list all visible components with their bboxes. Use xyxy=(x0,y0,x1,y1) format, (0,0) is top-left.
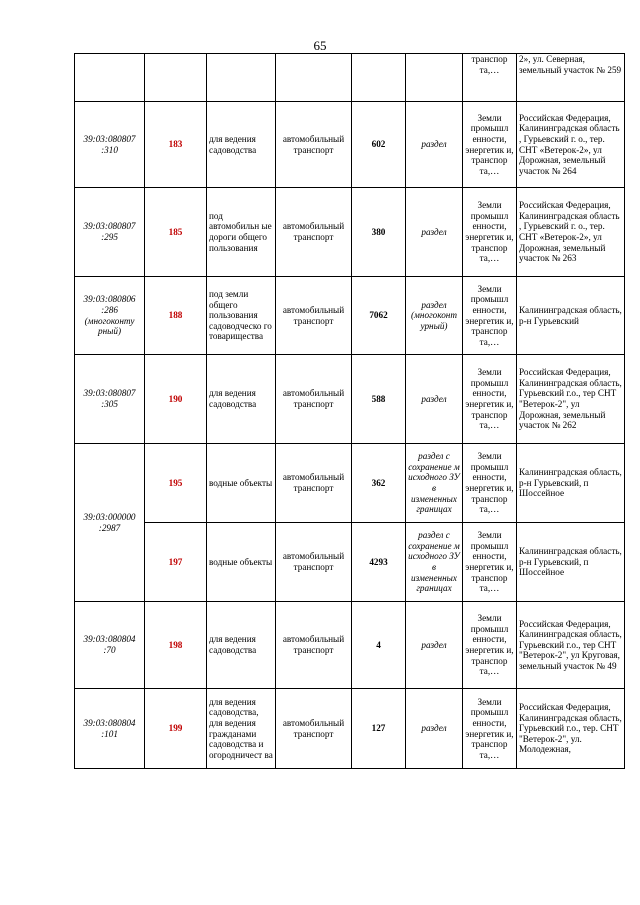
land-category-cell: Земли промышл енности, энергетик и, транспор та,… xyxy=(463,689,517,769)
area-cell: 4 xyxy=(352,602,406,689)
land-parcel-table xyxy=(74,53,625,769)
area-cell: 4293 xyxy=(352,523,406,602)
land-category-cell: Земли промышл енности, энергетик и, транспор та,… xyxy=(463,523,517,602)
table-row xyxy=(75,355,625,444)
parcel-number-cell xyxy=(145,54,207,102)
cadastral-number-cell: 39:03:080804 :70 xyxy=(75,602,145,689)
cadastral-number-cell: 39:03:080806 :286 (многоконту рный) xyxy=(75,277,145,355)
permitted-use-cell: под автомобильн ые дороги общего пользования xyxy=(207,188,276,277)
zone-cell: автомобильный транспорт xyxy=(276,689,352,769)
permitted-use-cell: для ведения садоводства xyxy=(207,102,276,188)
table-row xyxy=(75,277,625,355)
page-number: 65 xyxy=(313,38,327,53)
parcel-number-cell: 183 xyxy=(145,102,207,188)
parcel-number-cell: 195 xyxy=(145,444,207,523)
cadastral-number-cell: 39:03:080807 :305 xyxy=(75,355,145,444)
zone-cell: автомобильный транспорт xyxy=(276,277,352,355)
parcel-number-cell: 190 xyxy=(145,355,207,444)
land-category-cell: Земли промышл енности, энергетик и, транспор та,… xyxy=(463,602,517,689)
table-row xyxy=(75,444,625,523)
permitted-use-cell: водные объекты xyxy=(207,523,276,602)
address-cell: Российская Федерация, Калининградская область, Гурьевский г.о., тер СНТ "Ветерок-2", ул Круговая, земельный участок № 49 xyxy=(517,602,625,689)
land-category-cell: Земли промышл енности, энергетик и, транспор та,… xyxy=(463,355,517,444)
land-category-cell: Земли промышл енности, энергетик и, транспор та,… xyxy=(463,102,517,188)
area-cell: 588 xyxy=(352,355,406,444)
cadastral-number-cell: 39:03:000000 :2987 xyxy=(75,444,145,602)
address-cell: 2», ул. Северная, земельный участок № 259 xyxy=(517,54,625,102)
zone-cell: автомобильный транспорт xyxy=(276,188,352,277)
action-cell: раздел xyxy=(406,355,463,444)
action-cell: раздел с сохранение м исходного ЗУ в измененных границах xyxy=(406,523,463,602)
permitted-use-cell: для ведения садоводства, для ведения гражданами садоводства и огородничест ва xyxy=(207,689,276,769)
area-cell: 362 xyxy=(352,444,406,523)
table-row xyxy=(75,188,625,277)
parcel-number-cell: 197 xyxy=(145,523,207,602)
action-cell: раздел с сохранение м исходного ЗУ в измененных границах xyxy=(406,444,463,523)
land-category-cell: Земли промышл енности, энергетик и, транспор та,… xyxy=(463,188,517,277)
action-cell: раздел xyxy=(406,188,463,277)
address-cell: Российская Федерация, Калининградская область , Гурьевский г. о., тер. СНТ «Ветерок-2», ул Дорожная, земельный участок № 263 xyxy=(517,188,625,277)
action-cell: раздел xyxy=(406,602,463,689)
table-row xyxy=(75,102,625,188)
cadastral-number-cell xyxy=(75,54,145,102)
land-category-cell: транспор та,… xyxy=(463,54,517,102)
cadastral-number-cell: 39:03:080804 :101 xyxy=(75,689,145,769)
area-cell xyxy=(352,54,406,102)
action-cell: раздел xyxy=(406,689,463,769)
zone-cell: автомобильный транспорт xyxy=(276,602,352,689)
cadastral-number-cell: 39:03:080807 :295 xyxy=(75,188,145,277)
area-cell: 127 xyxy=(352,689,406,769)
action-cell: раздел xyxy=(406,102,463,188)
zone-cell: автомобильный транспорт xyxy=(276,355,352,444)
permitted-use-cell: для ведения садоводства xyxy=(207,602,276,689)
address-cell: Российская Федерация, Калининградская область , Гурьевский г. о., тер. СНТ «Ветерок-2», ул Дорожная, земельный участок № 264 xyxy=(517,102,625,188)
address-cell: Калининградская область, р-н Гурьевский, п Шоссейное xyxy=(517,523,625,602)
zone-cell xyxy=(276,54,352,102)
zone-cell: автомобильный транспорт xyxy=(276,102,352,188)
parcel-number-cell: 198 xyxy=(145,602,207,689)
permitted-use-cell: под земли общего пользования садоводческо го товарищества xyxy=(207,277,276,355)
parcel-number-cell: 185 xyxy=(145,188,207,277)
permitted-use-cell: для ведения садоводства xyxy=(207,355,276,444)
zone-cell: автомобильный транспорт xyxy=(276,523,352,602)
parcel-number-cell: 199 xyxy=(145,689,207,769)
address-cell: Российская Федерация, Калининградская область, Гурьевский г.о., тер СНТ "Ветерок-2", ул Дорожная, земельный участок № 262 xyxy=(517,355,625,444)
parcel-number-cell: 188 xyxy=(145,277,207,355)
area-cell: 380 xyxy=(352,188,406,277)
permitted-use-cell xyxy=(207,54,276,102)
table-row xyxy=(75,523,625,602)
land-category-cell: Земли промышл енности, энергетик и, транспор та,… xyxy=(463,277,517,355)
address-cell: Калининградская область, р-н Гурьевский, п Шоссейное xyxy=(517,444,625,523)
land-category-cell: Земли промышл енности, энергетик и, транспор та,… xyxy=(463,444,517,523)
permitted-use-cell: водные объекты xyxy=(207,444,276,523)
table-row xyxy=(75,689,625,769)
area-cell: 602 xyxy=(352,102,406,188)
address-cell: Калининградская область, р-н Гурьевский xyxy=(517,277,625,355)
address-cell: Российская Федерация, Калининградская область, Гурьевский г.о., тер. СНТ "Ветерок-2", ул. Молодежная, xyxy=(517,689,625,769)
table-row xyxy=(75,54,625,102)
cadastral-number-cell: 39:03:080807 :310 xyxy=(75,102,145,188)
area-cell: 7062 xyxy=(352,277,406,355)
table-row xyxy=(75,602,625,689)
action-cell xyxy=(406,54,463,102)
action-cell: раздел (многоконт урный) xyxy=(406,277,463,355)
zone-cell: автомобильный транспорт xyxy=(276,444,352,523)
